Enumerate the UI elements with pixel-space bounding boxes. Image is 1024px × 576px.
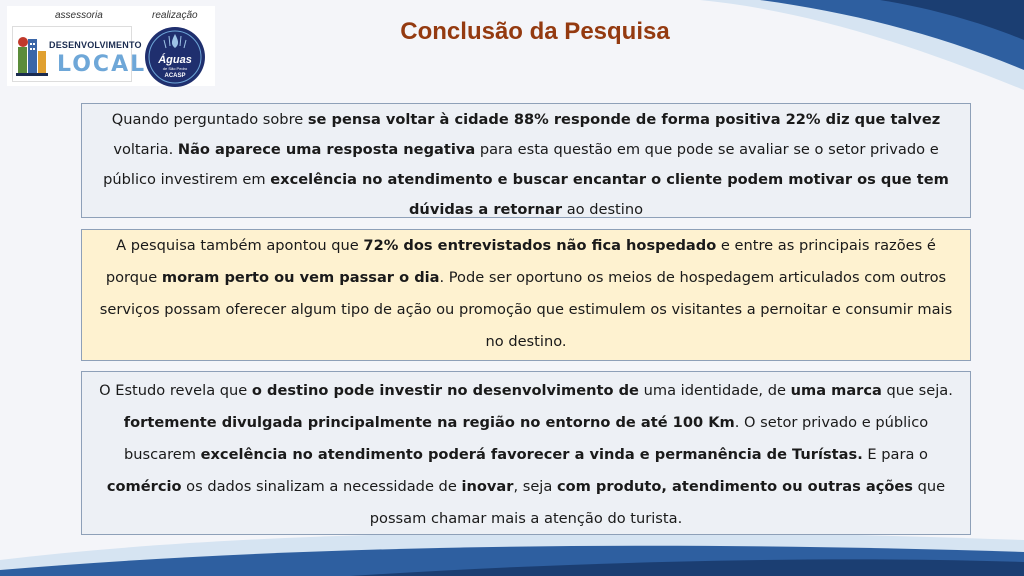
body-text: Quando perguntado sobre xyxy=(111,111,308,128)
body-text: . O setor privado e público buscarem xyxy=(124,414,929,463)
emphasis-text: moram perto ou vem passar o dia xyxy=(161,269,440,286)
emphasis-text: com produto, atendimento ou outras ações xyxy=(556,478,913,495)
emphasis-text: fortemente divulgada principalmente na região no entorno de até 100 Km xyxy=(123,414,735,431)
desenvolvimento-local-logo xyxy=(12,26,147,82)
aguas-name: Águas xyxy=(158,54,192,66)
page-title: Conclusão da Pesquisa xyxy=(400,18,670,45)
body-text: . Pode ser oportuno os meios de hospedagem articulados com outros serviços possam oferecer algum tipo de ação ou promoção que estimulem os visitantes a pernoitar e consumir mais no destino. xyxy=(99,269,953,350)
emphasis-text: inovar xyxy=(461,478,514,495)
emphasis-text: comércio xyxy=(106,478,182,495)
body-text: uma identidade, de xyxy=(638,382,791,399)
emphasis-text: excelência no atendimento e buscar encantar o cliente podem motivar os que tem dúvidas a retornar xyxy=(270,171,949,218)
body-text: A pesquisa também apontou que xyxy=(116,237,364,254)
body-text: os dados sinalizam a necessidade de xyxy=(181,478,462,495)
desenvolvimento-text: DESENVOLVIMENTO xyxy=(49,40,142,50)
body-text: ao destino xyxy=(562,201,644,218)
conclusion-box-return-intent xyxy=(81,103,971,218)
realizacao-caption: realização xyxy=(152,10,198,21)
local-text: LOCAL xyxy=(57,52,147,77)
emphasis-text: Não aparece uma resposta negativa xyxy=(177,141,476,158)
assessoria-caption: assessoria xyxy=(55,10,103,21)
body-text: que seja. xyxy=(881,382,953,399)
conclusion-box-lodging xyxy=(81,229,971,361)
emphasis-text: uma marca xyxy=(790,382,882,399)
body-text: , seja xyxy=(513,478,557,495)
aguas-acronym: ACASP xyxy=(164,73,186,79)
emphasis-text: excelência no atendimento poderá favorecer a vinda e permanência de Turístas. xyxy=(200,446,863,463)
body-text: O Estudo revela que xyxy=(99,382,252,399)
aguas-logo xyxy=(142,26,208,88)
emphasis-text: o destino pode investir no desenvolvimento de xyxy=(251,382,639,399)
emphasis-text: 72% dos entrevistados não fica hospedado xyxy=(363,237,717,254)
emphasis-text: se pensa voltar à cidade 88% responde de forma positiva 22% diz que talvez xyxy=(307,111,941,128)
body-text: e entre as principais razões é porque xyxy=(105,237,936,286)
body-text: E para o xyxy=(862,446,928,463)
conclusion-box-destination-identity xyxy=(81,371,971,535)
aguas-subtitle: de São Pedro xyxy=(162,66,188,71)
city-illustration-icon xyxy=(16,33,48,77)
body-text: para esta questão em que pode se avaliar se o setor privado e público investirem em xyxy=(103,141,939,188)
body-text: voltaria. xyxy=(113,141,178,158)
logo-panel xyxy=(7,6,215,86)
body-text: que possam chamar mais a atenção do turista. xyxy=(369,478,946,527)
